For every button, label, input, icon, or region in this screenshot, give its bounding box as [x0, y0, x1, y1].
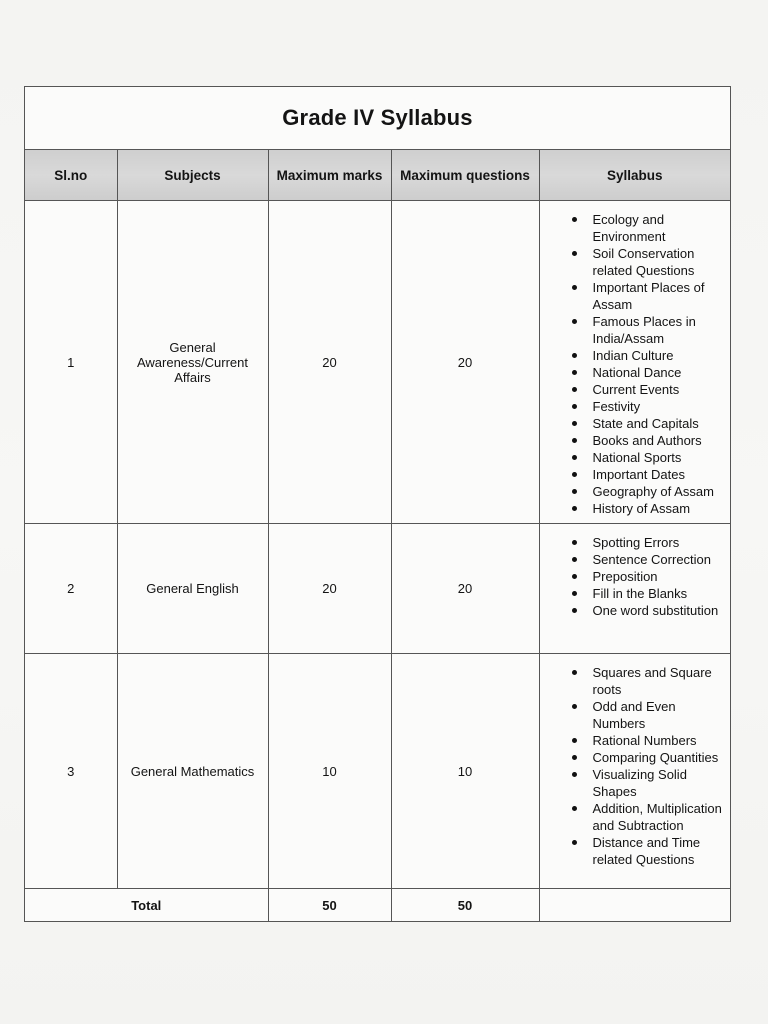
- syllabus-item-text: Sentence Correction: [592, 552, 712, 567]
- syllabus-item-text: Spotting Errors: [592, 535, 680, 550]
- syllabus-item-text: Rational Numbers: [592, 733, 697, 748]
- bullet-icon: [572, 574, 577, 579]
- header-syllabus: Syllabus: [539, 150, 730, 201]
- syllabus-item: [546, 466, 725, 483]
- syllabus-item-text: Geography of Assam: [592, 484, 714, 499]
- bullet-icon: [572, 806, 577, 811]
- bullet-icon: [572, 840, 577, 845]
- table-row: [25, 654, 730, 889]
- bullet-icon: [572, 489, 577, 494]
- syllabus-item: [546, 585, 725, 602]
- syllabus-item: [546, 211, 725, 245]
- header-slno: Sl.no: [25, 150, 117, 201]
- syllabus-item: [546, 483, 725, 500]
- table-header-row: [25, 150, 730, 201]
- syllabus-item: [546, 664, 725, 698]
- syllabus-item: [546, 800, 725, 834]
- syllabus-item-text: History of Assam: [592, 501, 691, 516]
- syllabus-list: [546, 664, 725, 868]
- cell-subject: General English: [117, 524, 268, 654]
- bullet-icon: [572, 608, 577, 613]
- syllabus-item-text: Important Dates: [592, 467, 685, 482]
- bullet-icon: [572, 387, 577, 392]
- syllabus-item-text: Books and Authors: [592, 433, 702, 448]
- cell-slno: 2: [25, 524, 117, 654]
- syllabus-item: [546, 398, 725, 415]
- cell-slno: 1: [25, 201, 117, 524]
- syllabus-item: [546, 732, 725, 749]
- syllabus-item: [546, 551, 725, 568]
- syllabus-list: [546, 211, 725, 517]
- bullet-icon: [572, 772, 577, 777]
- cell-syllabus: [539, 201, 730, 524]
- cell-subject: General Awareness/Current Affairs: [117, 201, 268, 524]
- syllabus-item: [546, 602, 725, 619]
- syllabus-item-text: Visualizing Solid Shapes: [592, 767, 687, 799]
- syllabus-item-text: Distance and Time related Questions: [592, 835, 701, 867]
- syllabus-item-text: Important Places of Assam: [592, 280, 705, 312]
- bullet-icon: [572, 755, 577, 760]
- syllabus-item-text: State and Capitals: [592, 416, 699, 431]
- syllabus-item-text: Odd and Even Numbers: [592, 699, 676, 731]
- header-subjects: Subjects: [117, 150, 268, 201]
- total-max-marks: 50: [268, 889, 391, 922]
- bullet-icon: [572, 404, 577, 409]
- bullet-icon: [572, 353, 577, 358]
- bullet-icon: [572, 370, 577, 375]
- bullet-icon: [572, 251, 577, 256]
- cell-slno: 3: [25, 654, 117, 889]
- syllabus-item-text: Comparing Quantities: [592, 750, 719, 765]
- cell-subject: General Mathematics: [117, 654, 268, 889]
- total-label: Total: [25, 889, 268, 922]
- table-row: [25, 524, 730, 654]
- cell-syllabus: [539, 654, 730, 889]
- bullet-icon: [572, 670, 577, 675]
- syllabus-item-text: Addition, Multiplication and Subtraction: [592, 801, 722, 833]
- bullet-icon: [572, 591, 577, 596]
- bullet-icon: [572, 704, 577, 709]
- syllabus-item-text: Fill in the Blanks: [592, 586, 688, 601]
- cell-max-questions: 10: [391, 654, 539, 889]
- bullet-icon: [572, 455, 577, 460]
- syllabus-item: [546, 415, 725, 432]
- bullet-icon: [572, 421, 577, 426]
- syllabus-item: [546, 749, 725, 766]
- bullet-icon: [572, 285, 577, 290]
- bullet-icon: [572, 438, 577, 443]
- cell-max-questions: 20: [391, 524, 539, 654]
- syllabus-item: [546, 698, 725, 732]
- document-title: Grade IV Syllabus: [282, 105, 473, 130]
- syllabus-item: [546, 245, 725, 279]
- bullet-icon: [572, 557, 577, 562]
- syllabus-item-text: Squares and Square roots: [592, 665, 712, 697]
- syllabus-item-text: Indian Culture: [592, 348, 674, 363]
- cell-max-marks: 10: [268, 654, 391, 889]
- total-row: [25, 889, 730, 922]
- syllabus-item: [546, 500, 725, 517]
- total-max-questions: 50: [391, 889, 539, 922]
- syllabus-item: [546, 364, 725, 381]
- syllabus-item-text: Current Events: [592, 382, 680, 397]
- bullet-icon: [572, 319, 577, 324]
- syllabus-item: [546, 534, 725, 551]
- syllabus-item: [546, 279, 725, 313]
- total-syllabus-empty: [539, 889, 730, 922]
- syllabus-list: [546, 534, 725, 619]
- syllabus-item-text: Soil Conservation related Questions: [592, 246, 695, 278]
- table-row: [25, 201, 730, 524]
- title-box: [25, 87, 730, 150]
- cell-max-marks: 20: [268, 524, 391, 654]
- syllabus-item-text: Preposition: [592, 569, 658, 584]
- syllabus-item: [546, 381, 725, 398]
- bullet-icon: [572, 540, 577, 545]
- syllabus-item: [546, 449, 725, 466]
- bullet-icon: [572, 506, 577, 511]
- cell-max-questions: 20: [391, 201, 539, 524]
- syllabus-item-text: One word substitution: [592, 603, 719, 618]
- header-max-questions: Maximum questions: [391, 150, 539, 201]
- cell-max-marks: 20: [268, 201, 391, 524]
- syllabus-table: [25, 150, 730, 921]
- syllabus-item: [546, 766, 725, 800]
- syllabus-item: [546, 347, 725, 364]
- syllabus-item: [546, 313, 725, 347]
- syllabus-item-text: Famous Places in India/Assam: [592, 314, 696, 346]
- syllabus-item-text: Ecology and Environment: [592, 212, 666, 244]
- cell-syllabus: [539, 524, 730, 654]
- syllabus-item: [546, 432, 725, 449]
- syllabus-item: [546, 834, 725, 868]
- syllabus-item-text: National Dance: [592, 365, 682, 380]
- syllabus-item: [546, 568, 725, 585]
- syllabus-item-text: Festivity: [592, 399, 641, 414]
- syllabus-item-text: National Sports: [592, 450, 682, 465]
- bullet-icon: [572, 738, 577, 743]
- bullet-icon: [572, 472, 577, 477]
- bullet-icon: [572, 217, 577, 222]
- header-max-marks: Maximum marks: [268, 150, 391, 201]
- syllabus-document: [24, 86, 731, 922]
